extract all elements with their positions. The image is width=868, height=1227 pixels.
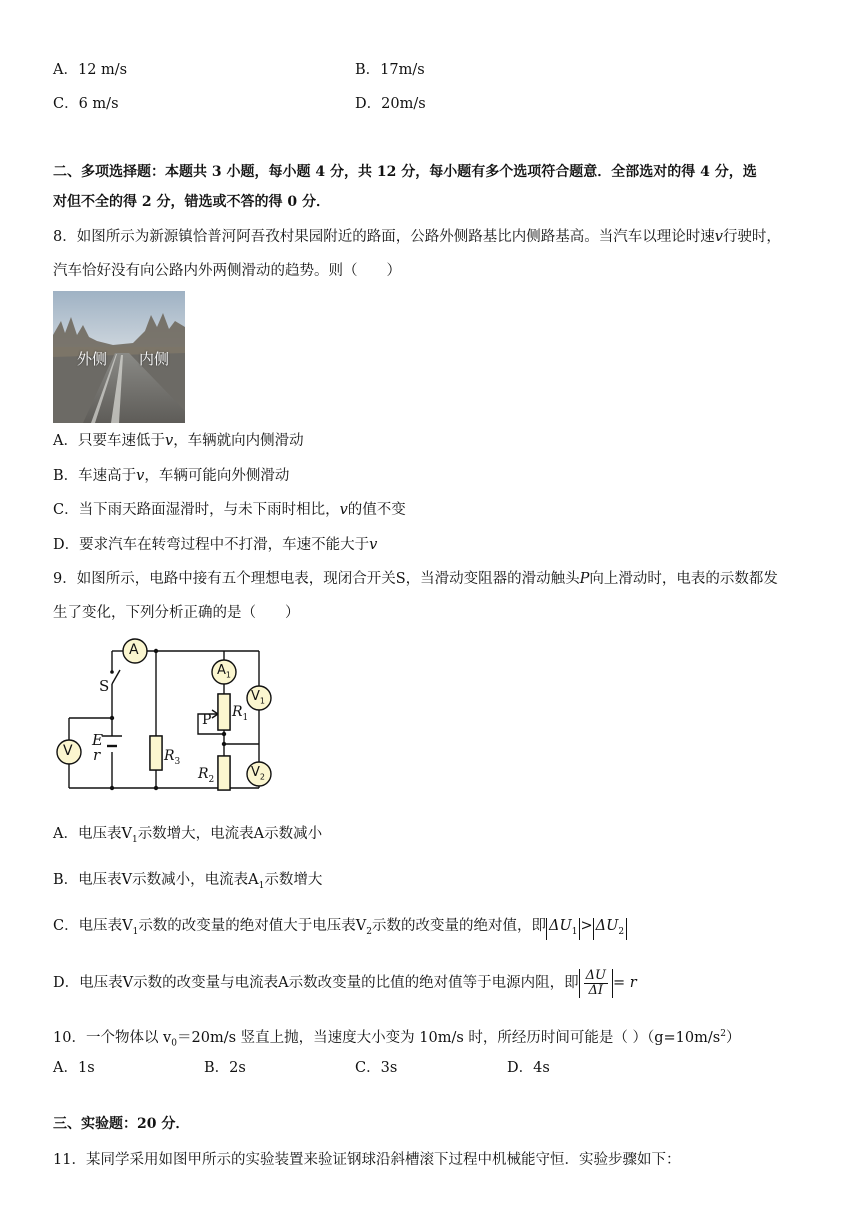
resistor-r2-label — [198, 764, 214, 790]
q8-option-c-text2: 的值不变 — [347, 502, 406, 518]
voltmeter-v1-sub: 1 — [259, 696, 265, 706]
circuit-diagram — [52, 636, 276, 806]
q8-option-a — [53, 431, 304, 451]
q8-option-c-v: v — [339, 502, 348, 518]
q8-option-d-v: v — [369, 537, 378, 553]
q8-option-d-text: D．要求汽车在转弯过程中不打滑，车速不能大于 — [53, 537, 370, 553]
switch-s-label: S — [99, 677, 110, 695]
section2-heading-line1: 二、多项选择题：本题共 3 小题，每小题 4 分，共 12 分，每小题有多个选项符合题意．全部选对的得 4 分，选 — [53, 164, 757, 180]
q8-option-b-text: B．车速高于 — [53, 468, 137, 484]
q10-option-d: D．4s — [507, 1060, 550, 1076]
q9-option-d-denominator: ΔI — [588, 982, 604, 998]
q9-option-d-numerator: ΔU — [585, 967, 606, 983]
q10-option-b: B．2s — [204, 1060, 246, 1076]
q11-stem: 11．某同学采用如图甲所示的实验装置来验证钢球沿斜槽滚下过程中机械能守恒．实验步骤如下： — [53, 1152, 681, 1168]
internal-r-label: r — [93, 746, 101, 764]
section2-heading-line2: 对但不全的得 2 分，错选或不答的得 0 分． — [53, 194, 330, 210]
ammeter-a1-letter: A — [217, 663, 226, 678]
ammeter-a1-sub: 1 — [225, 670, 231, 680]
q10-option-c: C．3s — [355, 1060, 398, 1076]
q9-option-c-du2-sub: 2 — [618, 926, 625, 937]
q8-option-c — [53, 500, 406, 520]
q10-stem-text-b: ＝20m/s 竖直上抛，当速度大小变为 10m/s 时，所经历时间可能是（ ）（g=10m/s — [177, 1029, 721, 1046]
resistor-r1-sub: 1 — [242, 712, 249, 723]
q8-option-a-text: A．只要车速低于 — [53, 433, 165, 449]
q9-option-c-sub2: 2 — [366, 926, 373, 937]
q7-option-d: D．20m/s — [355, 96, 426, 112]
q8-stem-line2: 汽车恰好没有向公路内外两侧滑动的趋势。则（ ） — [53, 263, 401, 279]
q8-option-d — [53, 535, 377, 555]
q9-option-a-sub: 1 — [131, 834, 138, 845]
resistor-r1-letter: R — [232, 704, 243, 720]
q9-p-symbol: P — [579, 571, 590, 587]
q9-stem-text-b: 向上滑动时，电表的示数都发 — [589, 571, 778, 587]
q9-option-c-gt: > — [580, 918, 593, 934]
q10-stem-text-c: ） — [725, 1029, 741, 1046]
q9-option-a-text2: 示数增大，电流表A示数减小 — [137, 826, 323, 842]
voltmeter-v2-label — [251, 763, 265, 788]
resistor-r1-label — [232, 702, 248, 728]
resistor-r2-letter: R — [198, 766, 209, 782]
q8-option-a-v: v — [164, 433, 174, 449]
q9-option-c-abs2 — [593, 918, 627, 940]
resistor-r3-letter: R — [164, 748, 175, 764]
q8-option-c-text: C．当下雨天路面湿滑时，与未下雨时相比， — [53, 502, 340, 518]
q9-option-c-du1: ΔU — [549, 918, 572, 934]
q8-option-b-v: v — [136, 468, 145, 484]
road-photo — [53, 291, 185, 423]
q7-option-b: B．17m/s — [355, 62, 425, 78]
q9-option-c-du2: ΔU — [595, 918, 619, 934]
q9-option-a — [53, 824, 322, 850]
q9-option-d-fraction — [584, 969, 608, 998]
q9-option-a-text: A．电压表V — [53, 826, 132, 842]
q9-option-d-text: D．电压表V示数的改变量与电流表A示数改变量的比值的绝对值等于电源内阻，即 — [53, 975, 579, 991]
section3-heading: 三、实验题：20 分． — [53, 1116, 190, 1132]
resistor-r2-sub: 2 — [208, 774, 215, 785]
q8-option-a-text2: ，车辆就向内侧滑动 — [173, 433, 304, 449]
resistor-r3-sub: 3 — [174, 756, 181, 767]
q7-option-c: C．6 m/s — [53, 96, 119, 112]
q10-stem-sub: 0 — [171, 1038, 177, 1049]
q9-option-b — [53, 870, 322, 896]
q9-stem-text-a: 9．如图所示，电路中接有五个理想电表，现闭合开关S，当滑动变阻器的滑动触头 — [53, 571, 580, 587]
ammeter-a1-label — [217, 661, 231, 686]
emf-e-label: E — [92, 731, 103, 749]
q8-stem-text-b: 行驶时， — [722, 229, 781, 245]
q9-stem-line1 — [53, 569, 778, 589]
q9-option-c-text: C．电压表V — [53, 918, 133, 934]
q9-option-c — [53, 916, 627, 942]
q10-stem-sup: 2 — [720, 1029, 726, 1039]
q9-option-d — [53, 965, 637, 1001]
q9-option-b-text: B．电压表V示数减小，电流表A — [53, 872, 259, 888]
voltmeter-v2-sub: 2 — [259, 772, 265, 782]
voltmeter-v1-letter: V — [251, 689, 260, 704]
voltmeter-v2-letter: V — [251, 765, 260, 780]
slider-p-label: P — [202, 712, 212, 728]
q9-option-c-abs1 — [546, 918, 580, 940]
ammeter-a-label: A — [129, 642, 139, 658]
q9-option-c-text3: 示数的改变量的绝对值，即 — [372, 918, 547, 934]
q8-option-b-text2: ，车辆可能向外侧滑动 — [144, 468, 290, 484]
q9-option-c-sub1: 1 — [132, 926, 139, 937]
q9-stem-line2: 生了变化，下列分析正确的是（ ） — [53, 605, 300, 621]
q10-stem-text-a: 10．一个物体以 v — [53, 1029, 172, 1046]
q8-stem-line1 — [53, 227, 781, 247]
q9-option-b-text2: 示数增大 — [264, 872, 323, 888]
q9-option-c-text2: 示数的改变量的绝对值大于电压表V — [138, 918, 367, 934]
q10-stem — [53, 1024, 740, 1054]
q9-option-d-equals-r: = r — [612, 975, 637, 991]
q10-option-a: A．1s — [53, 1060, 95, 1076]
q8-option-b — [53, 466, 289, 486]
photo-label-outer: 外侧 — [77, 350, 108, 368]
q8-v-symbol: v — [714, 229, 723, 245]
q7-option-a: A．12 m/s — [53, 62, 128, 78]
voltmeter-v1-label — [251, 687, 265, 712]
q9-option-c-du1-sub: 1 — [571, 926, 578, 937]
q8-stem-text-a: 8．如图所示为新源镇恰普河阿吾孜村果园附近的路面，公路外侧路基比内侧路基高。当汽车以理论时速 — [53, 229, 715, 245]
photo-label-inner: 内侧 — [139, 350, 170, 368]
q9-option-d-abs — [579, 969, 613, 998]
resistor-r3-label — [164, 746, 180, 772]
q9-option-b-sub: 1 — [258, 880, 265, 891]
voltmeter-v-label: V — [63, 743, 73, 759]
